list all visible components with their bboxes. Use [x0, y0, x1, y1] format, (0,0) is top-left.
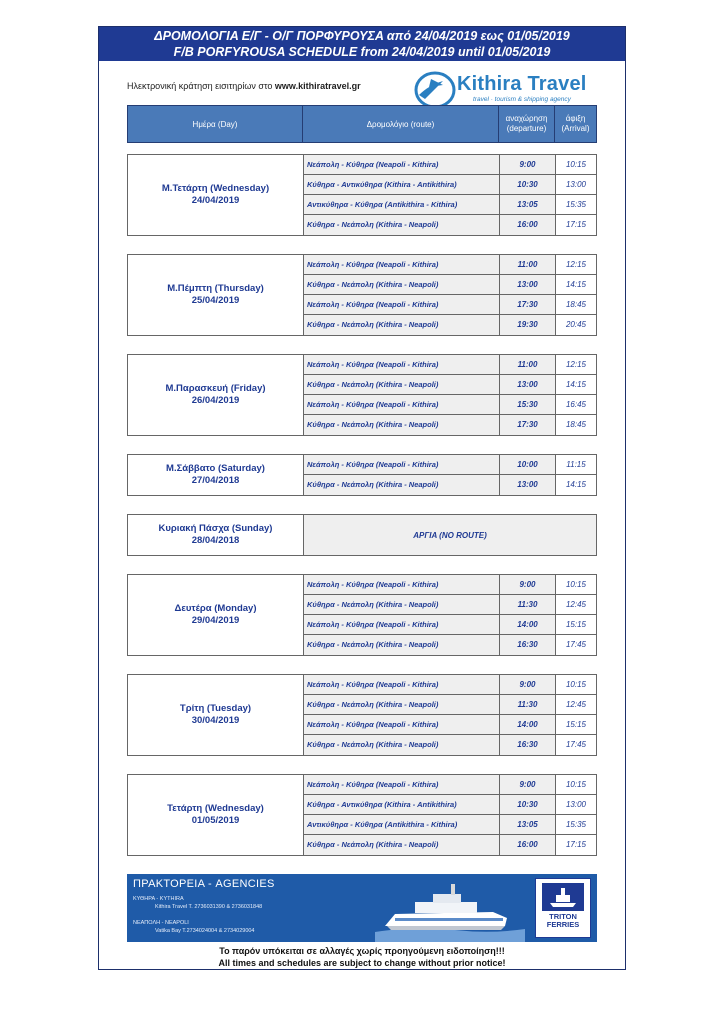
departure-cell: 9:00	[500, 155, 556, 175]
route-cell: Κύθηρα - Νεάπολη (Kithira - Neapoli)	[304, 375, 500, 395]
arrival-cell: 14:15	[556, 375, 596, 395]
logo-tagline: travel · tourism & shipping agency	[473, 96, 571, 103]
column-header-day	[127, 105, 303, 143]
route-cell: Κύθηρα - Νεάπολη (Kithira - Neapoli)	[304, 215, 500, 235]
departure-cell: 10:00	[500, 455, 556, 475]
notice-greek: Το παρόν υπόκειται σε αλλαγές χωρίς προηγούμενη ειδοποίηση!!!	[219, 946, 505, 956]
route-cell: Κύθηρα - Νεάπολη (Kithira - Neapoli)	[304, 595, 500, 615]
arrival-cell: 14:15	[556, 475, 596, 495]
arrival-cell: 15:15	[556, 715, 596, 735]
table-row	[304, 375, 596, 395]
day-date: 28/04/2018	[191, 535, 240, 546]
departure-cell: 10:30	[500, 175, 556, 195]
route-cell: Νεάπολη - Κύθηρα (Neapoli - Kithira)	[304, 715, 500, 735]
departure-cell: 11:30	[500, 595, 556, 615]
table-row	[304, 355, 596, 375]
departure-cell: 13:00	[500, 275, 556, 295]
arrival-cell: 15:35	[556, 815, 596, 835]
day-date: 27/04/2018	[191, 475, 240, 486]
route-cell: Κύθηρα - Νεάπολη (Kithira - Neapoli)	[304, 635, 500, 655]
day-date: 29/04/2019	[191, 615, 240, 626]
route-cell: Κύθηρα - Νεάπολη (Kithira - Neapoli)	[304, 275, 500, 295]
title-greek: ΔΡΟΜΟΛΟΓΙΑ Ε/Γ - Ο/Γ ΠΟΡΦΥΡΟΥΣΑ από 24/04/2019 εως 01/05/2019	[154, 29, 570, 43]
route-cell: Νεάπολη - Κύθηρα (Neapoli - Kithira)	[304, 675, 500, 695]
departure-cell: 11:00	[500, 355, 556, 375]
day-name: Μ.Σάββατο (Saturday)	[166, 463, 265, 474]
departure-cell: 16:00	[500, 215, 556, 235]
arrival-cell: 12:45	[556, 695, 596, 715]
route-cell: Αντικύθηρα - Κύθηρα (Antikithira - Kithira)	[304, 815, 500, 835]
table-row	[304, 455, 596, 475]
route-cell: Νεάπολη - Κύθηρα (Neapoli - Kithira)	[304, 355, 500, 375]
table-row	[304, 835, 596, 855]
day-block	[127, 514, 597, 556]
table-row	[304, 295, 596, 315]
booking-text: Ηλεκτρονική κράτηση εισιτηρίων στο	[127, 81, 273, 91]
title-bar	[99, 27, 625, 61]
table-row	[304, 395, 596, 415]
day-cell	[128, 575, 304, 655]
departure-cell: 9:00	[500, 675, 556, 695]
day-cell	[128, 455, 304, 495]
departure-cell: 14:00	[500, 715, 556, 735]
arrival-cell: 12:15	[556, 355, 596, 375]
departure-cell: 13:05	[500, 815, 556, 835]
column-header-departure	[498, 105, 555, 143]
departure-cell: 9:00	[500, 575, 556, 595]
departure-cell: 15:30	[500, 395, 556, 415]
arrival-cell: 14:15	[556, 275, 596, 295]
table-row	[304, 635, 596, 655]
day-block	[127, 774, 597, 856]
day-date: 26/04/2019	[191, 395, 240, 406]
departure-cell: 10:30	[500, 795, 556, 815]
column-header-departure-gr: αναχώρηση	[505, 114, 548, 123]
table-row	[304, 255, 596, 275]
table-row	[304, 575, 596, 595]
table-row	[304, 615, 596, 635]
route-cell: Νεάπολη - Κύθηρα (Neapoli - Kithira)	[304, 155, 500, 175]
column-header-route	[302, 105, 499, 143]
arrival-cell: 12:45	[556, 595, 596, 615]
arrival-cell: 10:15	[556, 775, 596, 795]
departure-cell: 13:00	[500, 475, 556, 495]
day-block	[127, 154, 597, 236]
column-header-route-label: Δρομολόγιο (route)	[366, 119, 435, 129]
ship-wave-logo-icon	[413, 71, 457, 109]
arrival-cell: 17:45	[556, 735, 596, 755]
schedule-sheet	[98, 26, 626, 970]
day-cell	[128, 675, 304, 755]
arrival-cell: 17:45	[556, 635, 596, 655]
table-row	[304, 715, 596, 735]
table-row	[304, 215, 596, 235]
day-cell	[128, 255, 304, 335]
day-name: Μ.Τετάρτη (Wednesday)	[161, 183, 270, 194]
column-header-arrival	[554, 105, 597, 143]
departure-cell: 16:00	[500, 835, 556, 855]
day-date: 01/05/2019	[191, 815, 240, 826]
day-cell	[128, 515, 304, 555]
route-cell: Κύθηρα - Νεάπολη (Kithira - Neapoli)	[304, 735, 500, 755]
route-cell: Νεάπολη - Κύθηρα (Neapoli - Kithira)	[304, 615, 500, 635]
route-cell: Κύθηρα - Νεάπολη (Kithira - Neapoli)	[304, 835, 500, 855]
day-block	[127, 454, 597, 496]
day-cell	[128, 775, 304, 855]
departure-cell: 19:30	[500, 315, 556, 335]
route-cell: Νεάπολη - Κύθηρα (Neapoli - Kithira)	[304, 395, 500, 415]
arrival-cell: 13:00	[556, 795, 596, 815]
logo-name: Kithira Travel	[457, 73, 587, 95]
route-cell: Κύθηρα - Αντικύθηρα (Kithira - Antikithira)	[304, 175, 500, 195]
day-date: 30/04/2019	[191, 715, 240, 726]
no-route-cell: ΑΡΓΙΑ (NO ROUTE)	[304, 515, 596, 555]
route-cell: Κύθηρα - Νεάπολη (Kithira - Neapoli)	[304, 695, 500, 715]
column-header-departure-en: (departure)	[506, 124, 547, 133]
arrival-cell: 10:15	[556, 575, 596, 595]
table-row	[304, 415, 596, 435]
route-cell: Κύθηρα - Νεάπολη (Kithira - Neapoli)	[304, 315, 500, 335]
table-row	[304, 175, 596, 195]
table-row	[304, 595, 596, 615]
arrival-cell: 10:15	[556, 155, 596, 175]
table-row	[304, 775, 596, 795]
ferry-ship-icon	[375, 874, 525, 942]
title-english: F/B PORFYROUSA SCHEDULE from 24/04/2019 until 01/05/2019	[173, 45, 551, 59]
table-row	[304, 795, 596, 815]
departure-cell: 13:00	[500, 375, 556, 395]
arrival-cell: 16:45	[556, 395, 596, 415]
table-row	[304, 815, 596, 835]
arrival-cell: 18:45	[556, 415, 596, 435]
departure-cell: 16:30	[500, 735, 556, 755]
route-cell: Νεάπολη - Κύθηρα (Neapoli - Kithira)	[304, 575, 500, 595]
day-name: Τρίτη (Tuesday)	[179, 703, 252, 714]
arrival-cell: 17:15	[556, 835, 596, 855]
column-header-arrival-en: (Arrival)	[561, 124, 590, 133]
triton-ship-emblem-icon	[536, 881, 590, 913]
day-block	[127, 354, 597, 436]
arrival-cell: 13:00	[556, 175, 596, 195]
departure-cell: 11:00	[500, 255, 556, 275]
agencies-title: ΠΡΑΚΤΟΡΕΙΑ - AGENCIES	[133, 878, 275, 890]
day-block	[127, 254, 597, 336]
neapoli-contact: Vatika Bay T.2734024004 & 2734029004	[155, 928, 255, 934]
day-cell	[128, 355, 304, 435]
kythira-label: ΚΥΘΗΡΑ - KYTHIRA	[133, 896, 184, 902]
route-cell: Νεάπολη - Κύθηρα (Neapoli - Kithira)	[304, 775, 500, 795]
departure-cell: 14:00	[500, 615, 556, 635]
arrival-cell: 15:35	[556, 195, 596, 215]
table-row	[304, 315, 596, 335]
arrival-cell: 10:15	[556, 675, 596, 695]
table-row	[304, 275, 596, 295]
table-row	[304, 675, 596, 695]
departure-cell: 17:30	[500, 415, 556, 435]
route-cell: Νεάπολη - Κύθηρα (Neapoli - Kithira)	[304, 295, 500, 315]
arrival-cell: 17:15	[556, 215, 596, 235]
route-cell: Νεάπολη - Κύθηρα (Neapoli - Kithira)	[304, 455, 500, 475]
departure-cell: 9:00	[500, 775, 556, 795]
day-date: 24/04/2019	[191, 195, 240, 206]
neapoli-label: ΝΕΑΠΟΛΗ - NEAPOLI	[133, 920, 189, 926]
day-name: Τετάρτη (Wednesday)	[167, 803, 264, 814]
arrival-cell: 12:15	[556, 255, 596, 275]
departure-cell: 11:30	[500, 695, 556, 715]
route-cell: Νεάπολη - Κύθηρα (Neapoli - Kithira)	[304, 255, 500, 275]
kythira-contact: Kithira Travel T. 2736031390 & 2736031848	[155, 904, 263, 910]
day-block	[127, 574, 597, 656]
column-header-arrival-gr: άφιξη	[565, 114, 586, 123]
day-date: 25/04/2019	[191, 295, 240, 306]
change-notice	[99, 945, 625, 969]
kithira-travel-logo	[413, 71, 613, 109]
route-cell: Κύθηρα - Αντικύθηρα (Kithira - Antikithira)	[304, 795, 500, 815]
day-cell	[128, 155, 304, 235]
day-name: Κυριακή Πάσχα (Sunday)	[158, 523, 273, 534]
day-name: Μ.Παρασκευή (Friday)	[165, 383, 266, 394]
day-block	[127, 674, 597, 756]
departure-cell: 13:05	[500, 195, 556, 215]
booking-line	[127, 81, 361, 91]
triton-line1: TRITON	[549, 912, 577, 921]
arrival-cell: 11:15	[556, 455, 596, 475]
route-cell: Αντικύθηρα - Κύθηρα (Antikithira - Kithira)	[304, 195, 500, 215]
notice-english: All times and schedules are subject to change without prior notice!	[218, 958, 506, 968]
agencies-banner	[127, 874, 597, 942]
triton-line2: FERRIES	[546, 920, 580, 929]
booking-url[interactable]: www.kithiratravel.gr	[274, 81, 361, 91]
table-row	[304, 195, 596, 215]
departure-cell: 16:30	[500, 635, 556, 655]
table-row	[304, 695, 596, 715]
departure-cell: 17:30	[500, 295, 556, 315]
arrival-cell: 18:45	[556, 295, 596, 315]
arrival-cell: 15:15	[556, 615, 596, 635]
day-name: Δευτέρα (Monday)	[174, 603, 257, 614]
table-row	[304, 735, 596, 755]
column-header-day-label: Ημέρα (Day)	[192, 119, 238, 129]
table-row	[304, 475, 596, 495]
day-name: Μ.Πέμπτη (Thursday)	[167, 283, 264, 294]
triton-ferries-logo	[535, 878, 591, 938]
table-row	[304, 155, 596, 175]
route-cell: Κύθηρα - Νεάπολη (Kithira - Neapoli)	[304, 475, 500, 495]
route-cell: Κύθηρα - Νεάπολη (Kithira - Neapoli)	[304, 415, 500, 435]
triton-label	[536, 913, 590, 929]
arrival-cell: 20:45	[556, 315, 596, 335]
